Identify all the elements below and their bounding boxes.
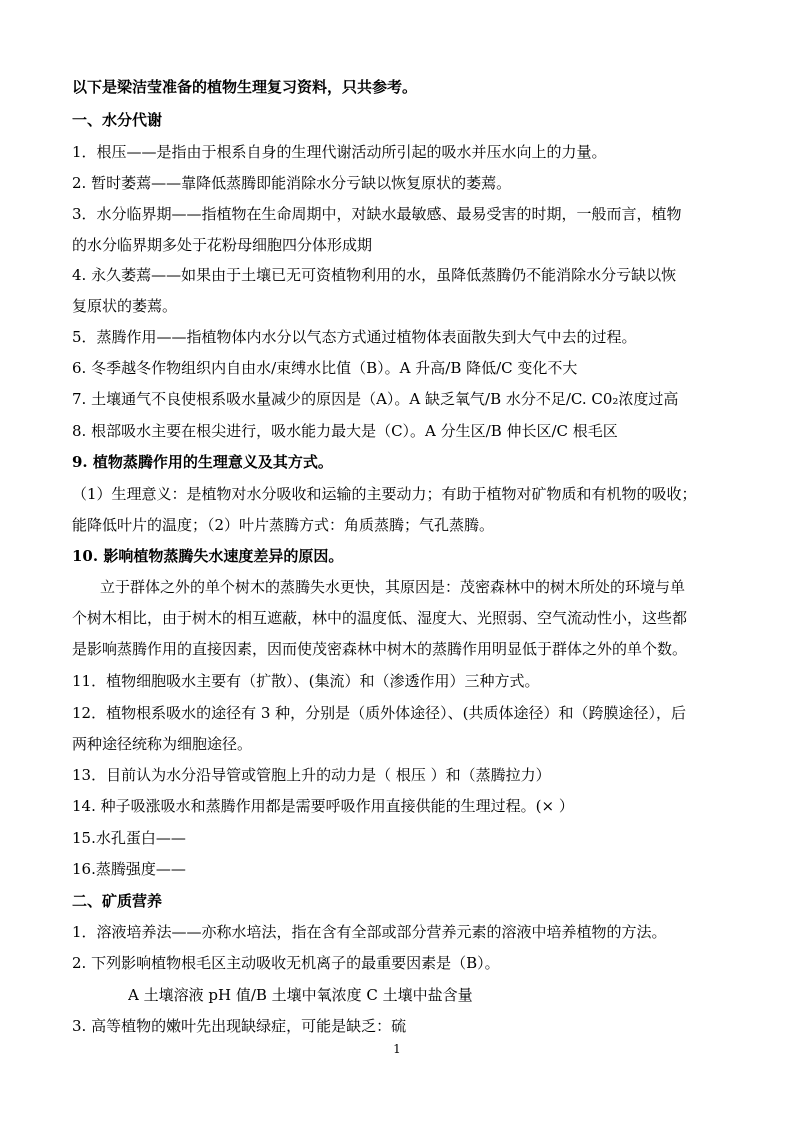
text-line: 两种途径统称为细胞途径。 <box>72 735 253 753</box>
text-line: 复原状的萎蔫。 <box>72 297 178 315</box>
text-line: 14. 种子吸涨吸水和蒸腾作用都是需要呼吸作用直接供能的生理过程。(× ） <box>72 797 574 815</box>
section-heading: 一、水分代谢 <box>72 111 163 129</box>
text-line: 7. 土壤通气不良使根系吸水量减少的原因是（A）。A 缺乏氧气/B 水分不足/C. C0₂浓度过高 <box>72 390 679 408</box>
text-line: 12．植物根系吸水的途径有 3 种，分别是（质外体途径）、(共质体途径）和（跨膜途径），后 <box>72 704 687 722</box>
question-heading: 9. 植物蒸腾作用的生理意义及其方式。 <box>72 453 333 471</box>
text-line: 1．根压——是指由于根系自身的生理代谢活动所引起的吸水并压水向上的力量。 <box>72 143 607 161</box>
question-heading: 10. 影响植物蒸腾失水速度差异的原因。 <box>72 547 344 565</box>
text-line: 3．水分临界期——指植物在生命周期中，对缺水最敏感、最易受害的时期，一般而言，植物 <box>72 205 682 223</box>
text-line: 的水分临界期多处于花粉母细胞四分体形成期 <box>72 236 373 254</box>
text-line: （1）生理意义：是植物对水分吸收和运输的主要动力；有助于植物对矿物质和有机物的吸收； <box>72 485 697 503</box>
text-line: 2. 下列影响植物根毛区主动吸收无机离子的最重要因素是（B）。 <box>72 954 500 972</box>
section-heading: 二、矿质营养 <box>72 892 163 910</box>
text-line: 能降低叶片的温度；（2）叶片蒸腾方式：角质蒸腾；气孔蒸腾。 <box>72 516 495 534</box>
text-line: 13．目前认为水分沿导管或管胞上升的动力是（ 根压 ）和（蒸腾拉力） <box>72 766 551 784</box>
text-line: 1．溶液培养法——亦称水培法，指在含有全部或部分营养元素的溶液中培养植物的方法。 <box>72 923 667 941</box>
text-line: 5．蒸腾作用——指植物体内水分以气态方式通过植物体表面散失到大气中去的过程。 <box>72 328 637 346</box>
text-line: 6. 冬季越冬作物组织内自由水/束缚水比值（B）。A 升高/B 降低/C 变化不大 <box>72 359 578 377</box>
intro-line: 以下是梁洁莹准备的植物生理复习资料，只共参考。 <box>72 78 418 96</box>
text-line: A 土壤溶液 pH 值/B 土壤中氧浓度 C 土壤中盐含量 <box>128 986 473 1004</box>
text-line: 是影响蒸腾作用的直接因素，因而使茂密森林中树木的蒸腾作用明显低于群体之外的单个数。 <box>72 640 688 658</box>
text-line: 立于群体之外的单个树木的蒸腾失水更快，其原因是：茂密森林中的树木所处的环境与单 <box>100 578 686 596</box>
text-line: 3. 高等植物的嫩叶先出现缺绿症，可能是缺乏：硫 <box>72 1017 407 1035</box>
text-line: 4. 永久萎蔫——如果由于土壤已无可资植物利用的水，虽降低蒸腾仍不能消除水分亏缺以恢 <box>72 266 677 284</box>
text-line: 15.水孔蛋白—— <box>72 829 186 847</box>
page-number: 1 <box>393 1042 401 1056</box>
text-line: 个树木相比，由于树木的相互遮蔽，林中的温度低、湿度大、光照弱、空气流动性小，这些都 <box>72 609 688 627</box>
text-line: 8. 根部吸水主要在根尖进行，吸水能力最大是（C）。A 分生区/B 伸长区/C 根毛区 <box>72 422 618 440</box>
text-line: 11．植物细胞吸水主要有（扩散）、(集流）和（渗透作用）三种方式。 <box>72 672 540 690</box>
text-line: 2. 暂时萎蔫——靠降低蒸腾即能消除水分亏缺以恢复原状的萎蔫。 <box>72 174 512 192</box>
text-line: 16.蒸腾强度—— <box>72 860 186 878</box>
